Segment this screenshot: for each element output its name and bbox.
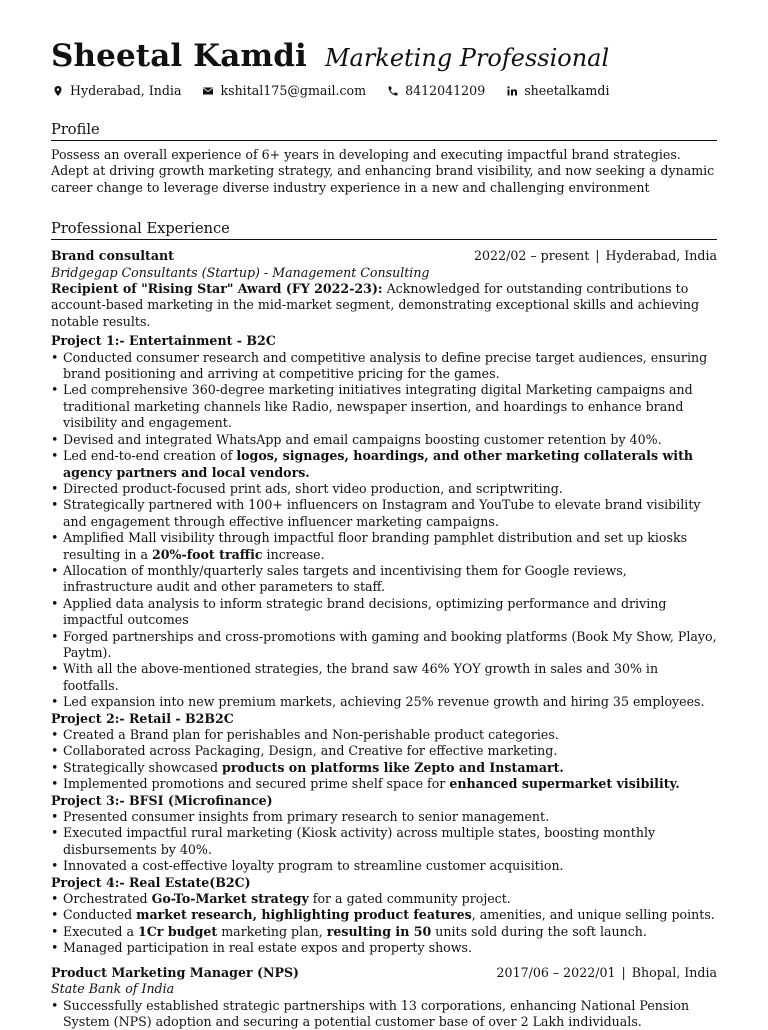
contact-phone[interactable] — [386, 83, 485, 98]
list-item: • With all the above-mentioned strategies, the brand saw 46% YOY growth in sales and 30% in footfalls. — [51, 661, 717, 694]
list-item: • Led comprehensive 360-degree marketing initiatives integrating digital Marketing campaigns and traditional marketing channels like Radio, newspaper insertion, and hoardings to enhance brand visibility and engagement. — [51, 382, 717, 431]
list-item — [51, 776, 717, 792]
bullet-bold: resulting in 50 — [327, 924, 431, 939]
list-item: • Successfully established strategic partnerships with 13 corporations, enhancing National Pension System (NPS) adoption and securing a potential customer base of over 2 Lakh individuals. — [51, 998, 717, 1030]
project-bullets — [51, 809, 717, 875]
job-bullets — [51, 998, 717, 1030]
location-pin-icon — [52, 85, 64, 97]
list-item: • Forged partnerships and cross-promotions with gaming and booking platforms (Book My Show, Playo, Paytm). — [51, 629, 717, 662]
bullet-bold: products on platforms like Zepto and Instamart. — [222, 760, 564, 775]
separator: | — [595, 248, 599, 263]
project-title: Project 4:- Real Estate(B2C) — [51, 875, 717, 891]
list-item — [51, 907, 717, 923]
project-title: Project 2:- Retail - B2B2C — [51, 711, 717, 727]
bullet-text: increase. — [263, 547, 325, 562]
contact-bar — [51, 83, 717, 98]
bullet-text: , amenities, and unique selling points. — [472, 907, 715, 922]
bullet-text: Led end-to-end creation of — [63, 448, 236, 463]
job-meta — [497, 965, 717, 981]
bullet-bold: 1Cr budget — [138, 924, 217, 939]
bullet-bold: Go-To-Market strategy — [152, 891, 309, 906]
job-role: Brand consultant — [51, 248, 174, 264]
bullet-bold: market research, highlighting product features — [136, 907, 472, 922]
bullet-text: Strategically showcased — [63, 760, 222, 775]
list-item: • Led expansion into new premium markets, achieving 25% revenue growth and hiring 35 employees. — [51, 694, 717, 710]
bullet-text: Orchestrated — [63, 891, 152, 906]
bullet-bold: enhanced supermarket visibility. — [449, 776, 679, 791]
job-product-marketing-manager — [51, 965, 717, 1030]
list-item: • Presented consumer insights from primary research to senior management. — [51, 809, 717, 825]
bullet-text: Executed a — [63, 924, 138, 939]
job-role: Product Marketing Manager (NPS) — [51, 965, 299, 981]
job-meta — [474, 248, 717, 264]
list-item — [51, 891, 717, 907]
job-location: Hyderabad, India — [606, 248, 717, 263]
list-item: • Strategically partnered with 100+ influencers on Instagram and YouTube to elevate brand visibility and engagement through effective influencer marketing campaigns. — [51, 497, 717, 530]
list-item: • Allocation of monthly/quarterly sales targets and incentivising them for Google reviews, infrastructure audit and other parameters to staff. — [51, 563, 717, 596]
job-dates: 2017/06 – 2022/01 — [497, 965, 616, 980]
bullet-bold: 20%-foot traffic — [152, 547, 263, 562]
bullet-text: marketing plan, — [217, 924, 327, 939]
contact-linkedin[interactable] — [505, 83, 609, 98]
job-header — [51, 248, 717, 264]
project-bullets — [51, 350, 717, 711]
job-dates: 2022/02 – present — [474, 248, 589, 263]
list-item: • Applied data analysis to inform strategic brand decisions, optimizing performance and driving impactful outcomes — [51, 596, 717, 629]
job-brand-consultant — [51, 248, 717, 956]
list-item: • Conducted consumer research and competitive analysis to define precise target audiences, ensuring brand positioning and arriving at competitive pricing for the games. — [51, 350, 717, 383]
bullet-text: Amplified Mall visibility through impactful floor branding pamphlet distribution and set up kiosks resulting in a — [63, 530, 687, 561]
project-bullets — [51, 891, 717, 957]
job-company: Bridgegap Consultants (Startup) - Management Consulting — [51, 265, 717, 281]
linkedin-text[interactable]: sheetalkamdi — [524, 83, 609, 98]
profile-summary: Possess an overall experience of 6+ years in developing and executing impactful brand strategies. Adept at driving growth marketing strategy, and enhancing brand visibility, and now seeking a dynamic career change to leverage diverse industry experience in a new and challenging environment — [51, 147, 717, 196]
award-text: Acknowledged for outstanding contributions to account-based marketing in the mid-market segment, demonstrating exceptional skills and achieving notable results. — [51, 281, 699, 329]
list-item: • Collaborated across Packaging, Design, and Creative for effective marketing. — [51, 743, 717, 759]
list-item: • Managed participation in real estate expos and property shows. — [51, 940, 717, 956]
profile-heading: Profile — [51, 121, 717, 141]
location-text: Hyderabad, India — [70, 83, 181, 98]
list-item — [51, 448, 717, 481]
job-location: Bhopal, India — [632, 965, 717, 980]
project-title: Project 3:- BFSI (Microfinance) — [51, 793, 717, 809]
contact-email[interactable] — [201, 83, 366, 98]
envelope-icon — [202, 85, 214, 97]
linkedin-icon — [506, 85, 518, 97]
resume-header — [51, 0, 717, 98]
list-item: • Devised and integrated WhatsApp and email campaigns boosting customer retention by 40%. — [51, 432, 717, 448]
job-header — [51, 965, 717, 981]
bullet-text: Implemented promotions and secured prime shelf space for — [63, 776, 449, 791]
person-name: Sheetal Kamdi — [51, 38, 307, 74]
name-line — [51, 38, 717, 74]
bullet-text: for a gated community project. — [309, 891, 511, 906]
bullet-bold: logos, signages, hoardings, and other marketing collaterals with agency partners and local vendors. — [63, 448, 693, 479]
list-item: • Created a Brand plan for perishables and Non-perishable product categories. — [51, 727, 717, 743]
job-company: State Bank of India — [51, 981, 717, 997]
list-item — [51, 760, 717, 776]
bullet-text: units sold during the soft launch. — [431, 924, 647, 939]
project-bullets — [51, 727, 717, 793]
separator: | — [622, 965, 626, 980]
bullet-text: Conducted — [63, 907, 136, 922]
project-title: Project 1:- Entertainment - B2C — [51, 333, 717, 349]
list-item — [51, 924, 717, 940]
list-item: • Executed impactful rural marketing (Kiosk activity) across multiple states, boosting monthly disbursements by 40%. — [51, 825, 717, 858]
award-label: Recipient of "Rising Star" Award (FY 2022-23): — [51, 281, 383, 296]
phone-icon — [387, 85, 399, 97]
person-title: Marketing Professional — [325, 44, 609, 72]
list-item — [51, 530, 717, 563]
experience-heading: Professional Experience — [51, 220, 717, 240]
contact-location — [51, 83, 181, 98]
award-line — [51, 281, 717, 330]
list-item: • Directed product-focused print ads, short video production, and scriptwriting. — [51, 481, 717, 497]
email-text[interactable]: kshital175@gmail.com — [220, 83, 366, 98]
list-item: • Innovated a cost-effective loyalty program to streamline customer acquisition. — [51, 858, 717, 874]
phone-text[interactable]: 8412041209 — [405, 83, 485, 98]
